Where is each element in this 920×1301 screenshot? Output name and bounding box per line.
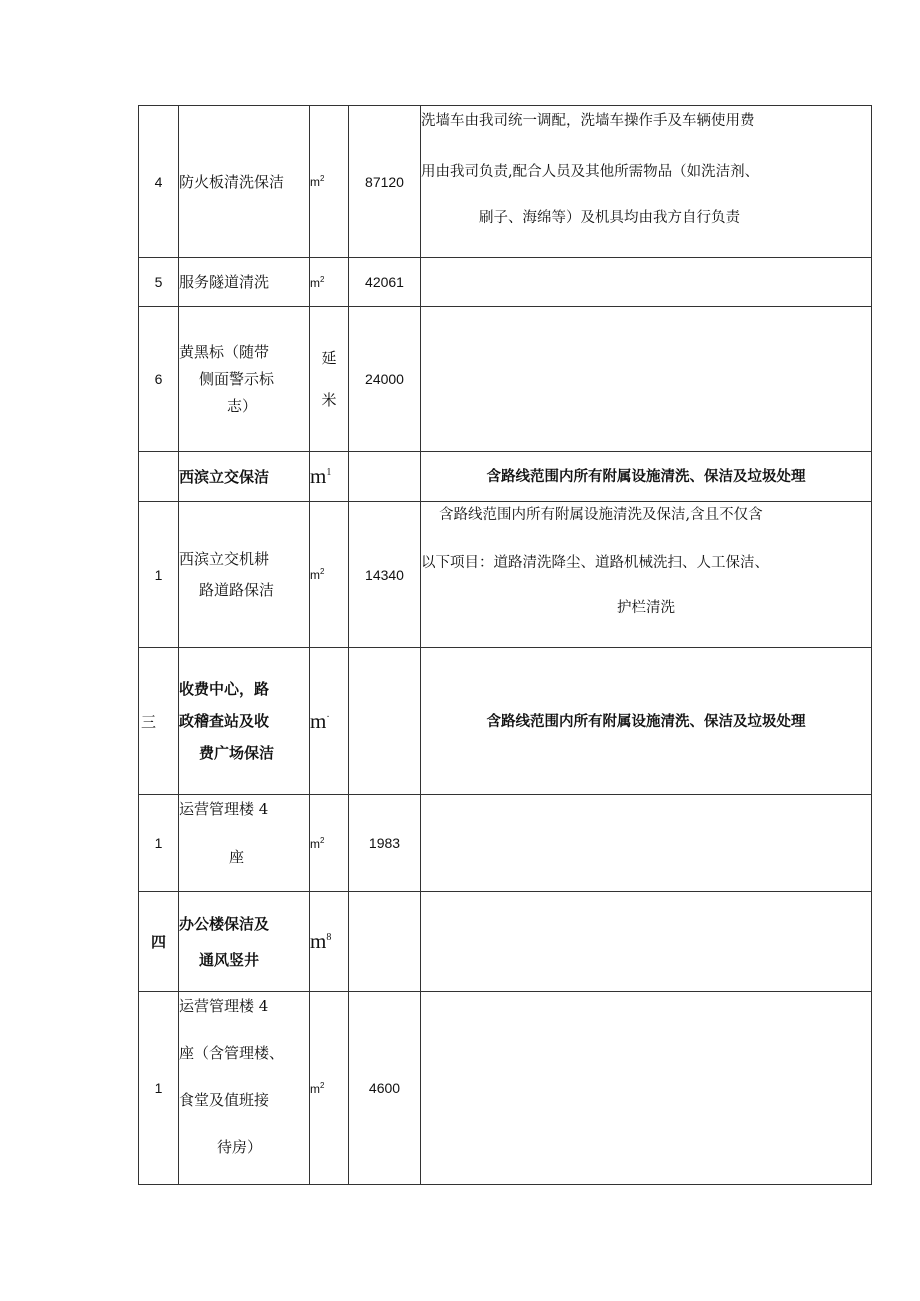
- description-cell: [421, 992, 872, 1185]
- unit-cell: $m^2$: [310, 992, 349, 1185]
- quantity-cell: 14340: [349, 502, 421, 648]
- quantity-cell: 4600: [349, 992, 421, 1185]
- unit-cell: 延 米: [310, 307, 349, 452]
- quantity-cell: [349, 892, 421, 992]
- quantity-cell: 24000: [349, 307, 421, 452]
- table-row: [139, 452, 872, 502]
- unit-cell: $m^2$: [310, 106, 349, 258]
- row-number: 5: [139, 258, 179, 307]
- section-name: 收费中心，路 政稽查站及收 费广场保洁: [179, 648, 310, 795]
- item-name: 运营管理楼 4 座（含管理楼、 食堂及值班接 待房）: [179, 992, 310, 1185]
- cleaning-items-table: [138, 105, 872, 1185]
- item-name: 黄黑标（随带 侧面警示标 志）: [179, 307, 310, 452]
- unit-cell: $m^2$: [310, 502, 349, 648]
- table-row: [139, 307, 872, 452]
- item-name: 防火板清洗保洁: [179, 106, 310, 258]
- unit-cell: $m^2$: [310, 795, 349, 892]
- unit-cell: $m^8$: [310, 892, 349, 992]
- row-number: 1: [139, 502, 179, 648]
- unit-cell: $m^1$: [310, 452, 349, 502]
- description-cell: [421, 892, 872, 992]
- row-number: 1: [139, 992, 179, 1185]
- table-row: [139, 648, 872, 795]
- row-number: 1: [139, 795, 179, 892]
- row-number: 三: [139, 648, 179, 795]
- quantity-cell: 1983: [349, 795, 421, 892]
- unit-cell: $m^2$: [310, 258, 349, 307]
- unit-cell: m·: [310, 648, 349, 795]
- table-row: [139, 992, 872, 1185]
- quantity-cell: 42061: [349, 258, 421, 307]
- description-cell: [421, 795, 872, 892]
- quantity-cell: [349, 648, 421, 795]
- row-number: 四: [139, 892, 179, 992]
- row-number: [139, 452, 179, 502]
- item-name: 运营管理楼 4 座: [179, 795, 310, 892]
- description-cell: [421, 258, 872, 307]
- table-row: [139, 258, 872, 307]
- description-cell: 含路线范围内所有附属设施清洗、保洁及垃圾处理: [421, 452, 872, 502]
- item-name: 服务隧道清洗: [179, 258, 310, 307]
- table-row: [139, 892, 872, 992]
- row-number: 6: [139, 307, 179, 452]
- description-cell: [421, 307, 872, 452]
- quantity-cell: [349, 452, 421, 502]
- quantity-cell: 87120: [349, 106, 421, 258]
- description-cell: 含路线范围内所有附属设施清洗、保洁及垃圾处理: [421, 648, 872, 795]
- row-number: 4: [139, 106, 179, 258]
- description-cell: 含路线范围内所有附属设施清洗及保洁,含且不仅含 以下项目：道路清洗降尘、道路机械洗扫、人工保洁、 护栏清洗: [421, 502, 872, 648]
- description-cell: 洗墙车由我司统一调配，洗墙车操作手及车辆使用费 用由我司负责,配合人员及其他所需物品（如洗洁剂、 刷子、海绵等）及机具均由我方自行负责: [421, 106, 872, 258]
- table-row: [139, 795, 872, 892]
- table-row: [139, 502, 872, 648]
- section-name: 西滨立交保洁: [179, 452, 310, 502]
- table-row: [139, 106, 872, 258]
- item-name: 西滨立交机耕 路道路保洁: [179, 502, 310, 648]
- section-name: 办公楼保洁及 通风竖井: [179, 892, 310, 992]
